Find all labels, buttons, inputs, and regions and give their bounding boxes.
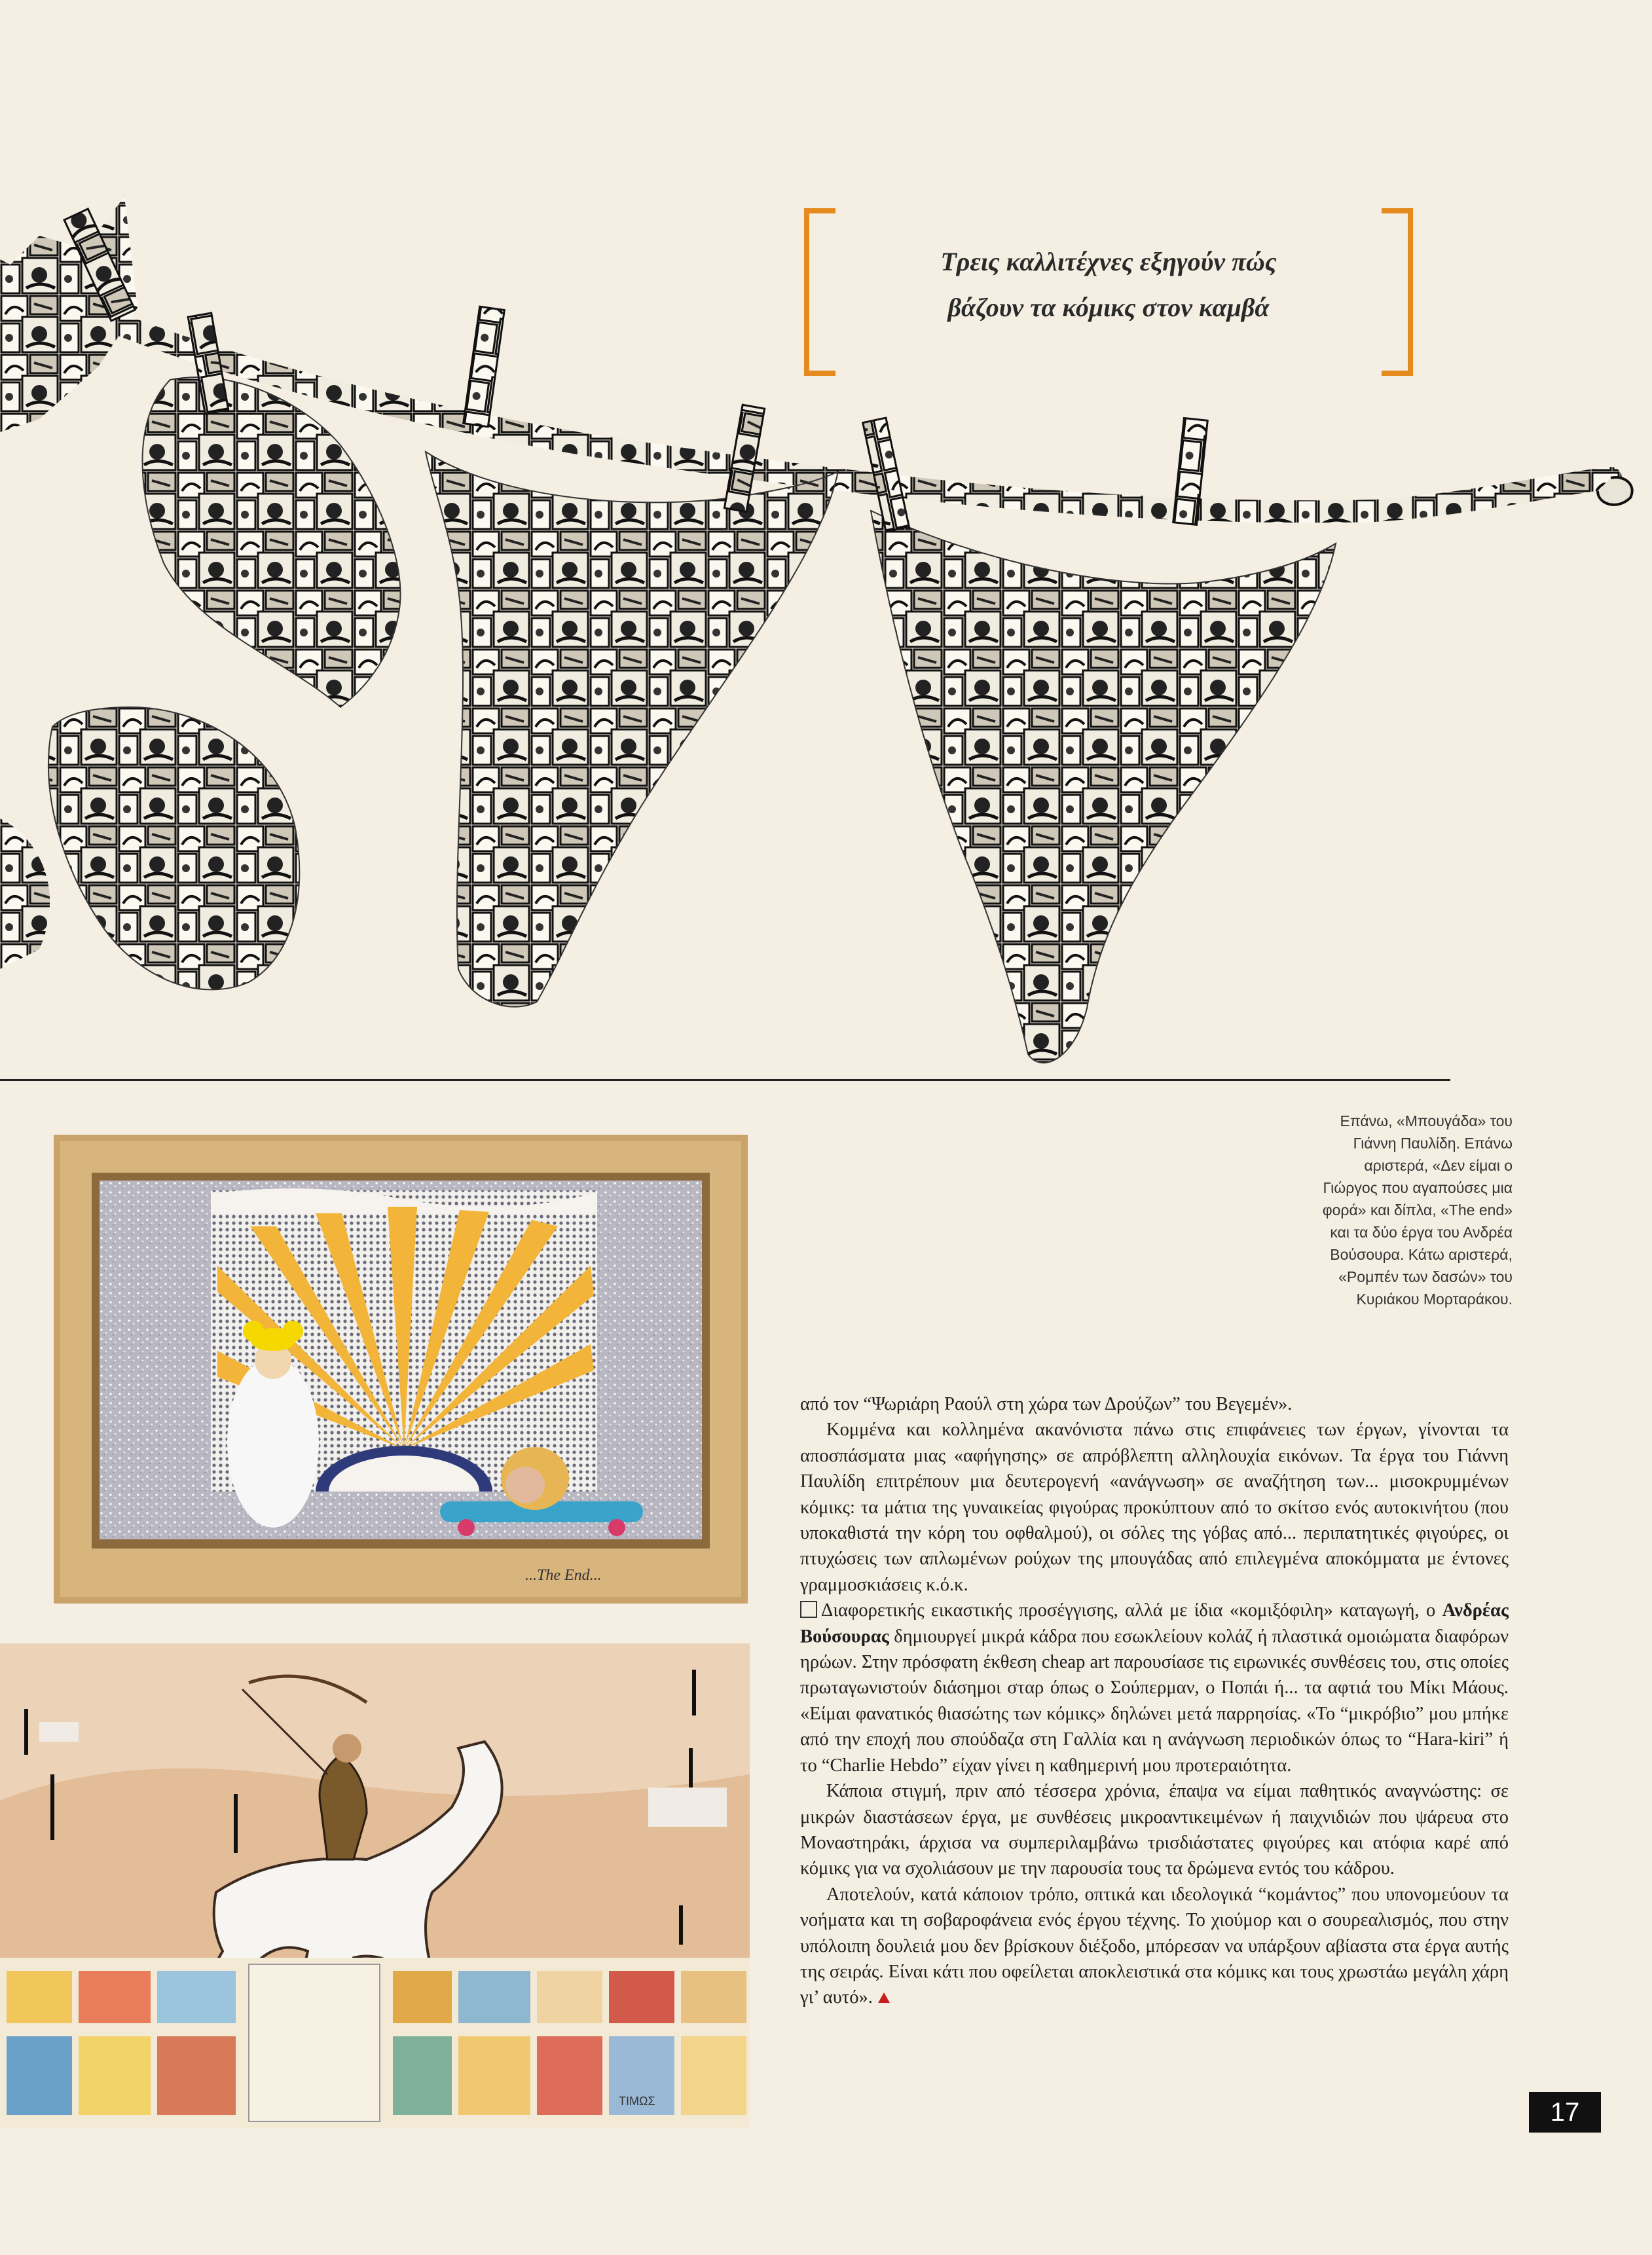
square-bullet-icon bbox=[800, 1601, 817, 1618]
article-body bbox=[800, 1391, 1509, 2011]
robin-hood-painting-photo bbox=[0, 1643, 750, 2128]
the-end-shadowbox-photo bbox=[54, 1135, 748, 1604]
shadowbox-label: ...The End... bbox=[525, 1567, 602, 1584]
caption-line: Γιώργος που αγαπούσες μια bbox=[1323, 1179, 1513, 1196]
paragraph bbox=[800, 1882, 1509, 2011]
paragraph: Κομμένα και κολλημένα ακανόνιστα πάνω στις επιφάνειες των έργων, γίνονται τα αποσπάσματα μιας «αφήγησης» σε απρόβλεπτη αλληλουχία εικόνων. Τα έργα του Γιάννη Παυλίδη επιτρέπουν μια δευτερογενή «ανάγνωση» σε αναζήτηση των... μισοκρυμμένων κόμικς: τα μάτια της γυναικείας φιγούρας προκύπτουν από το σκίτσο ενός αυτοκινήτου (που υποκαθιστά την κόρη του οφθαλμού), οι σόλες της γόβας από... περιπατητικές φιγούρες, οι πτυχώσεις των απλωμένων ρούχων της μπουγάδας από επιλεγμένα αποκόμματα με έντονες γραμμοσκιάσεις κ.ό.κ. bbox=[800, 1420, 1509, 1595]
caption-line: και τα δύο έργα του Ανδρέα bbox=[1330, 1224, 1513, 1241]
photo-caption bbox=[1113, 1110, 1513, 1310]
caption-line: Γιάννη Παυλίδη. Επάνω bbox=[1353, 1135, 1513, 1152]
paragraph-text: Αποτελούν, κατά κάποιον τρόπο, οπτικά και ιδεολογικά “κομάντος” που υπονομεύουν τα νοήματα και τη σοβαροφάνεια ενός έργου τέχνης. Το χιούμορ και ο σουρεαλισμός, που στην υπόλοιπη δουλειά μου δεν βρίσκουν διέξοδο, μπόρεσαν να υπάρξουν αβίαστα στα έργα αυτής της σειράς. Είναι κάτι που οφείλεται αποκλειστικά στα κόμικς και τους χρωστάω μεγάλη χάρη γι’ αυτό». bbox=[800, 1884, 1509, 2008]
end-triangle-icon bbox=[878, 1992, 890, 2003]
paragraph-text: δημιουργεί μικρά κάδρα που εσωκλείουν κολάζ ή πλαστικά ομοιώματα διαφόρων ηρώων. Στην πρόσφατη έκθεση cheap art παρουσίασε τις ειρωνικές συνθέσεις του, στις οποίες πρωταγωνιστούν διάσημοι σταρ όπως ο Σούπερμαν, ο Ποπάι ή... τα αφτιά του Μίκι Μάους. «Είμαι φανατικός θιασώτης των κόμικς» δηλώνει μετά παρρησίας. «Το “μικρόβιο” μου μπήκε από την εποχή που σπούδαζα στη Γαλλία και η ανάγνωση περιοδικών όπως το “Hara-kiri” ή το “Charlie Hebdo” είχαν γίνει η καθημερινή μου προτεραιότητα. bbox=[800, 1626, 1509, 1776]
laundry-artwork-photo bbox=[0, 0, 1652, 1074]
caption-line: Βούσουρα. Κάτω αριστερά, bbox=[1330, 1246, 1513, 1263]
caption-line: φορά» και δίπλα, «The end» bbox=[1322, 1201, 1513, 1219]
horizontal-rule bbox=[0, 1079, 1450, 1081]
page-number: 17 bbox=[1529, 2092, 1601, 2133]
caption-line: Κυριάκου Μορταράκου. bbox=[1356, 1291, 1513, 1308]
painting-label: ΤΙΜΩΣ bbox=[619, 2095, 655, 2108]
caption-line: αριστερά, «Δεν είμαι ο bbox=[1364, 1157, 1513, 1174]
right-bracket bbox=[1382, 208, 1413, 376]
paragraph-text: Διαφορετικής εικαστικής προσέγγισης, αλλά με ίδια «κομιξόφιλη» καταγωγή, ο bbox=[821, 1600, 1442, 1621]
paragraph bbox=[800, 1598, 1509, 1778]
paragraph: Κάποια στιγμή, πριν από τέσσερα χρόνια, έπαψα να είμαι παθητικός αναγνώστης: σε μικρών διαστάσεων έργα, με συνθέσεις μικροαντικειμένων ή παιχνιδιών που ψάρευα στο Μοναστηράκι, άρχισα να συμπεριλαμβάνω τρισδιάστατες φιγούρες και ατόφια καρέ από κόμικς για να σχολιάσουν με την παρουσία τους τα δρώμενα εντός του κάδρου. bbox=[800, 1781, 1509, 1879]
left-bracket bbox=[804, 208, 835, 376]
headline bbox=[804, 208, 1413, 365]
paragraph: από τον “Ψωριάρη Ραούλ στη χώρα των Δρούζων” του Βεγεμέν». bbox=[800, 1394, 1293, 1414]
headline-line-2: βάζουν τα κόμικς στον καμβά bbox=[947, 293, 1270, 322]
artist-name: Ανδρέας Βούσουρας bbox=[800, 1600, 1509, 1647]
headline-line-1: Τρεις καλλιτέχνες εξηγούν πώς bbox=[940, 247, 1277, 276]
caption-line: «Ρομπέν των δασών» του bbox=[1338, 1268, 1513, 1285]
caption-line: Επάνω, «Μπουγάδα» του bbox=[1340, 1112, 1513, 1129]
